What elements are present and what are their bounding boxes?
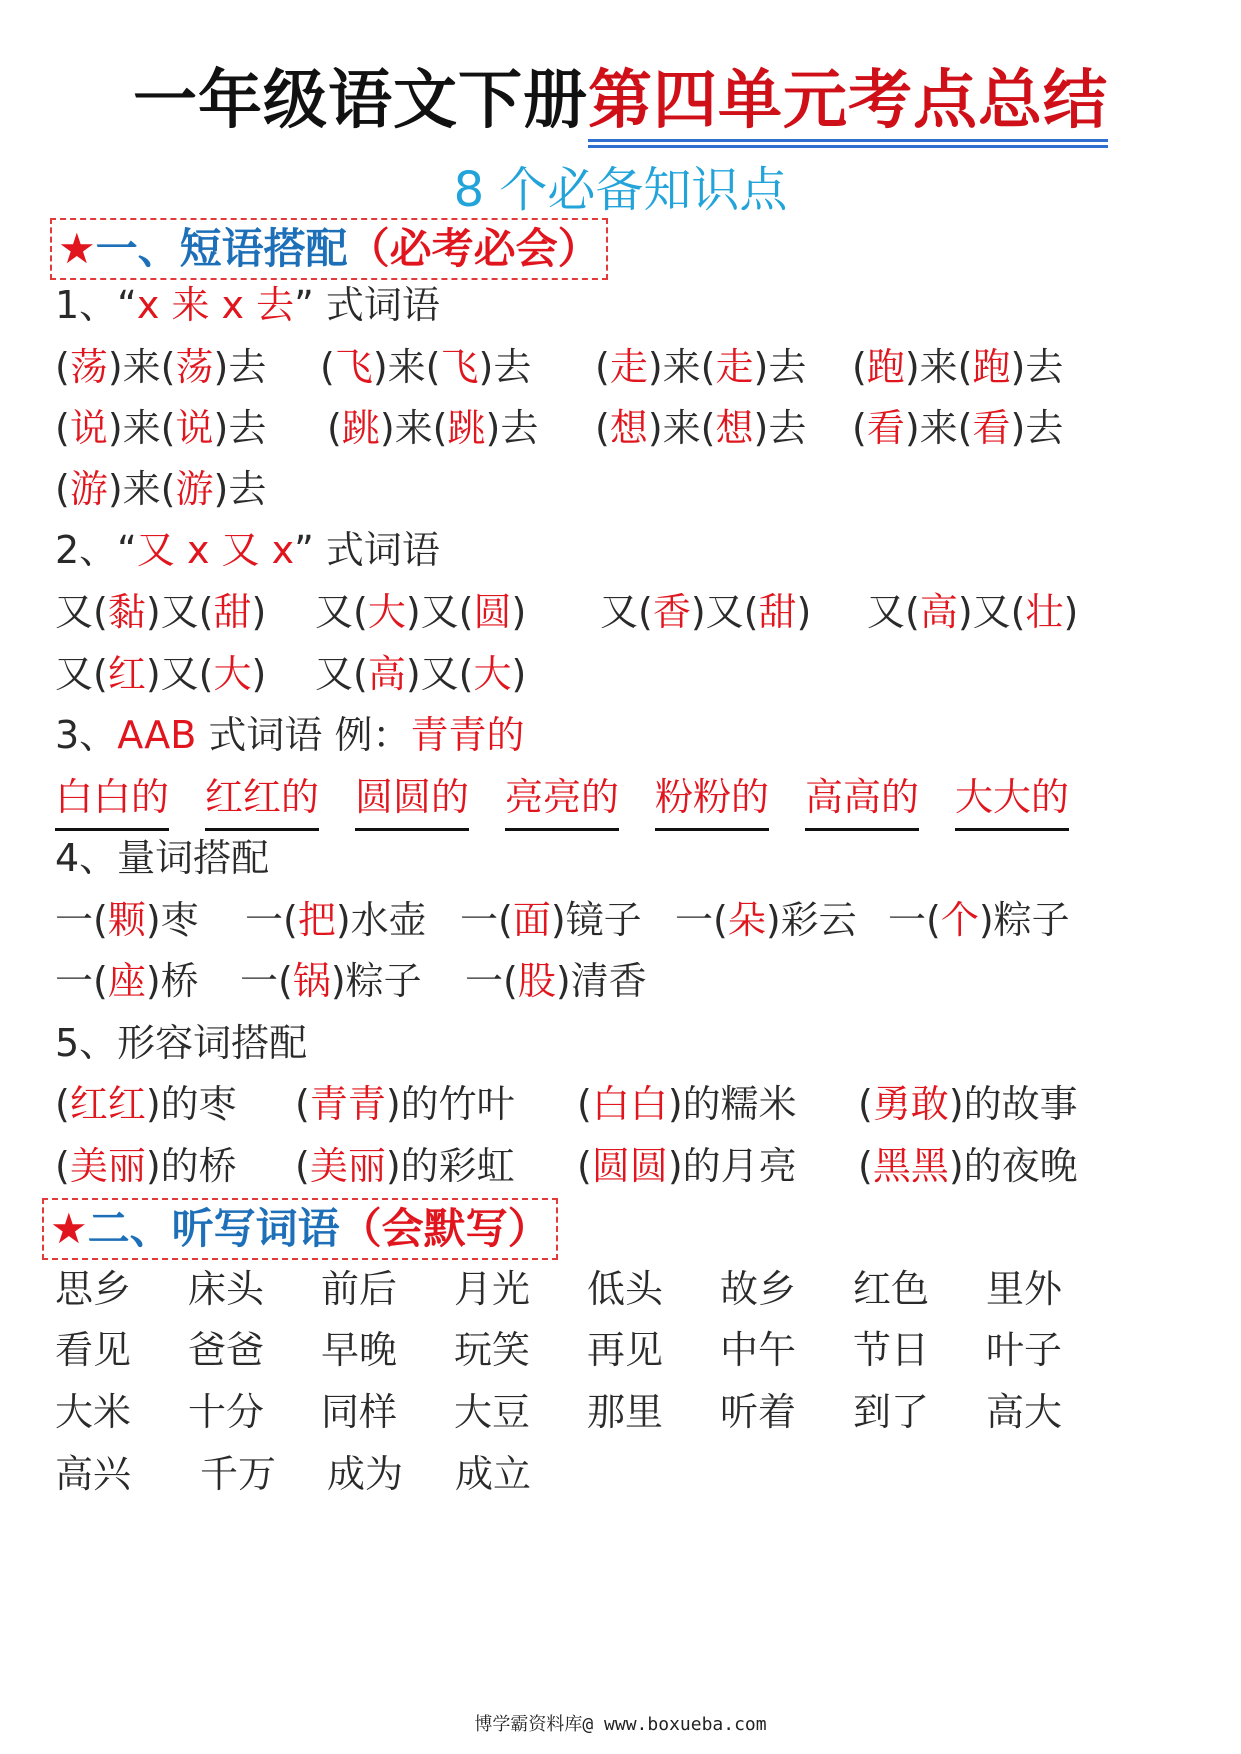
section-note: （必考必会） [347,224,600,273]
item-heading-youyou [55,521,1195,579]
youyou-phrase: 又(高)又(壮) [867,590,1079,634]
dictation-word: 成为 [327,1452,404,1496]
measure-phrase: 一(锅)粽子 [240,959,422,1003]
youyou-phrase: 又(红)又(大) [55,652,267,696]
dictation-word: 千万 [200,1452,277,1496]
measure-phrase: 一(面)镜子 [460,898,642,942]
page-title [0,62,1241,140]
measure-phrase: 一(座)桥 [55,959,199,1003]
dictation-word: 再见 [587,1328,664,1372]
youyou-phrase: 又(黏)又(甜) [55,590,267,634]
star-icon: ★ [50,1204,88,1253]
dictation-word: 看见 [55,1328,132,1372]
measure-phrase: 一(把)水壶 [245,898,427,942]
dictation-word: 同样 [321,1390,398,1434]
dictation-word: 故乡 [720,1267,797,1311]
youyou-phrase: 又(高)又(大) [315,652,527,696]
laiqu-phrase: (游)来(游)去 [55,467,267,511]
item-heading-adjective: 5、形容词搭配 [55,1021,308,1065]
item-heading-measure: 4、量词搭配 [55,836,270,880]
aab-word: 圆圆的 [355,768,469,831]
dictation-word: 里外 [986,1267,1063,1311]
dictation-word: 听着 [720,1390,797,1434]
dictation-word: 玩笑 [454,1328,531,1372]
dictation-word: 节日 [853,1328,930,1372]
section-label: 一、短语搭配 [95,224,348,273]
dictation-word: 低头 [587,1267,664,1311]
adj-phrase: (红红)的枣 [55,1082,237,1126]
dictation-word: 红色 [853,1267,930,1311]
dictation-word: 那里 [587,1390,664,1434]
footer-watermark: 博学霸资料库@ www.boxueba.com [474,1714,767,1735]
dictation-word: 成立 [455,1452,532,1496]
item-tail: 式词语 [313,528,440,572]
adj-phrase: (美丽)的桥 [55,1144,237,1188]
item-quote: ” [294,528,314,572]
item-heading-aab [55,706,1195,764]
item-pattern: x 来 x 去 [136,283,295,327]
dictation-word: 思乡 [55,1267,132,1311]
laiqu-phrase: (荡)来(荡)去 [55,345,267,389]
laiqu-phrase: (跳)来(跳)去 [327,406,539,450]
item-tail: 式词语 例： [196,713,411,757]
aab-word: 粉粉的 [655,768,769,831]
measure-phrase: 一(朵)彩云 [675,898,857,942]
adj-phrase: (黑黑)的夜晚 [858,1144,1078,1188]
dictation-word: 爸爸 [188,1328,265,1372]
adj-phrase: (美丽)的彩虹 [295,1144,515,1188]
title-highlight: 第四单元考点总结 [588,64,1108,138]
aab-word: 亮亮的 [505,768,619,831]
youyou-phrase: 又(大)又(圆) [315,590,527,634]
item-heading-laiqu [55,276,1195,334]
aab-word: 高高的 [805,768,919,831]
measure-phrase: 一(颗)枣 [55,898,199,942]
laiqu-phrase: (跑)来(跑)去 [852,345,1064,389]
item-quote: ” [294,283,314,327]
dictation-word: 高大 [986,1390,1063,1434]
adj-phrase: (青青)的竹叶 [295,1082,515,1126]
dictation-word: 大豆 [454,1390,531,1434]
section-note: （会默写） [339,1204,550,1253]
laiqu-phrase: (飞)来(飞)去 [320,345,532,389]
measure-phrase: 一(个)粽子 [888,898,1070,942]
adj-phrase: (勇敢)的故事 [858,1082,1078,1126]
dictation-word: 前后 [321,1267,398,1311]
laiqu-phrase: (说)来(说)去 [55,406,267,450]
youyou-phrase: 又(香)又(甜) [600,590,812,634]
dictation-word: 到了 [853,1390,930,1434]
section-header-dictation [42,1198,558,1260]
dictation-word: 大米 [55,1390,132,1434]
dictation-word: 床头 [188,1267,265,1311]
adj-phrase: (圆圆)的月亮 [577,1144,797,1188]
item-pattern: AAB [117,713,197,757]
aab-word: 大大的 [955,768,1069,831]
item-number: 3、 [55,713,118,757]
laiqu-phrase: (想)来(想)去 [595,406,807,450]
section-label: 二、听写词语 [87,1204,340,1253]
page-subtitle: 8 个必备知识点 [453,162,788,218]
item-tail: 式词语 [313,283,440,327]
item-example: 青青的 [410,713,525,757]
dictation-word: 月光 [454,1267,531,1311]
dictation-word: 早晚 [321,1328,398,1372]
aab-word: 白白的 [55,768,169,831]
laiqu-phrase: (看)来(看)去 [852,406,1064,450]
item-number: 1、“ [55,283,137,327]
laiqu-phrase: (走)来(走)去 [595,345,807,389]
star-icon: ★ [58,224,96,273]
dictation-word: 叶子 [986,1328,1063,1372]
dictation-word: 高兴 [55,1452,132,1496]
dictation-word: 十分 [188,1390,265,1434]
section-header-phrases [50,218,608,280]
item-number: 2、“ [55,528,137,572]
title-main: 一年级语文下册 [133,64,588,138]
adj-phrase: (白白)的糯米 [577,1082,797,1126]
measure-phrase: 一(股)清香 [465,959,647,1003]
aab-word: 红红的 [205,768,319,831]
dictation-word: 中午 [720,1328,797,1372]
item-pattern: 又 x 又 x [136,528,295,572]
